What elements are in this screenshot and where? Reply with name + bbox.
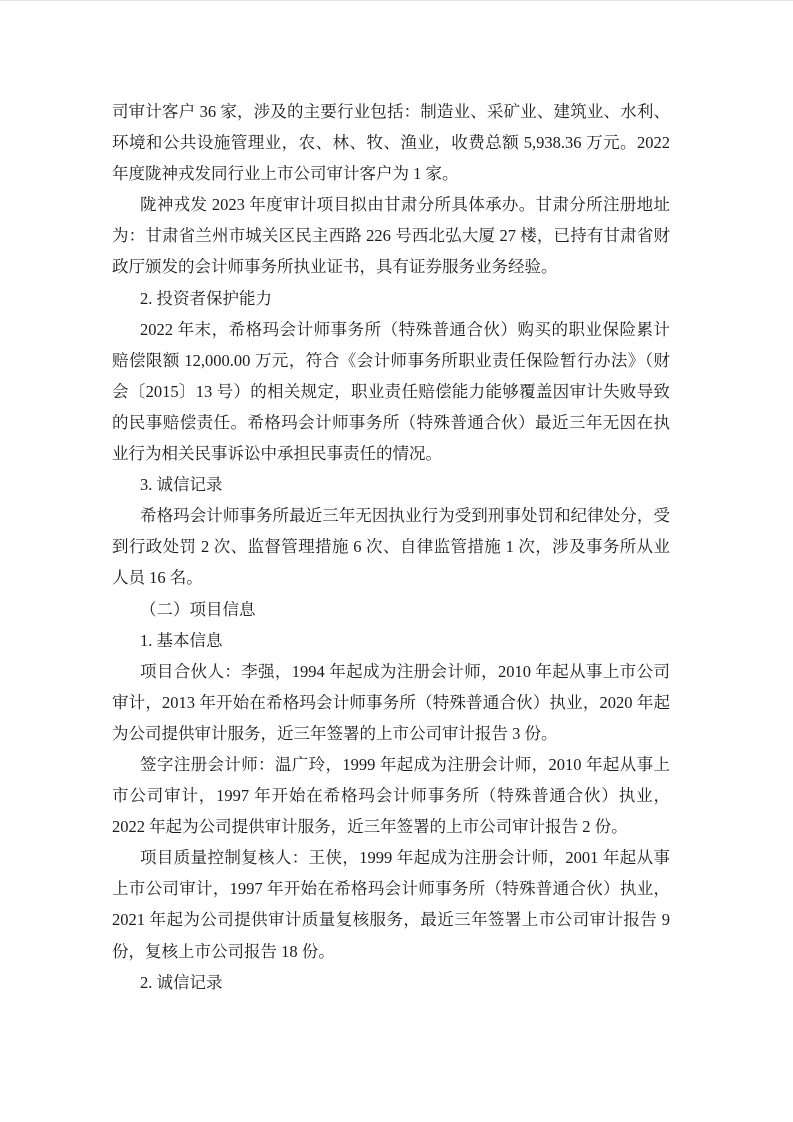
subheading-integrity-record-project: 2. 诚信记录 [140,972,223,992]
document-body [112,96,670,998]
section-heading-project-info: （二）项目信息 [140,599,256,619]
paragraph-project-partner: 项目合伙人：李强，1994 年起成为注册会计师，2010 年起从事上市公司审计，2013 年开始在希格玛会计师事务所（特殊普通合伙）执业，2020 年起为公司提供审计服务，近三年签署的上市公司审计报告 3 份。 [112,661,670,743]
subheading-basic-info: 1. 基本信息 [140,630,223,650]
paragraph-penalties: 希格玛会计师事务所最近三年无因执业行为受到刑事处罚和纪律处分，受到行政处罚 2 次、监督管理措施 6 次、自律监管措施 1 次，涉及事务所从业人员 16 名。 [112,506,670,588]
paragraph-audit-clients: 司审计客户 36 家，涉及的主要行业包括：制造业、采矿业、建筑业、水利、环境和公共设施管理业，农、林、牧、渔业，收费总额 5,938.36 万元。2022 年度陇神戎发同行业上市公司审计客户为 1 家。 [112,102,670,184]
subheading-integrity-record-firm: 3. 诚信记录 [140,475,223,495]
paragraph-signing-cpa: 签字注册会计师：温广玲，1999 年起成为注册会计师，2010 年起从事上市公司审计，1997 年开始在希格玛会计师事务所（特殊普通合伙）执业，2022 年起为公司提供审计服务，近三年签署的上市公司审计报告 2 份。 [112,754,670,837]
paragraph-gansu-branch: 陇神戎发 2023 年度审计项目拟由甘肃分所具体承办。甘肃分所注册地址为：甘肃省兰州市城关区民主西路 226 号西北弘大厦 27 楼，已持有甘肃省财政厅颁发的会计师事务所执业证书，具有证券服务业务经验。 [112,195,670,277]
paragraph-insurance: 2022 年末，希格玛会计师事务所（特殊普通合伙）购买的职业保险累计赔偿限额 12,000.00 万元，符合《会计师事务所职业责任保险暂行办法》（财会〔2015〕13 号）的相关规定，职业责任赔偿能力能够覆盖因审计失败导致的民事赔偿责任。希格玛会计师事务所（特殊普通合伙）最近三年无因在执业行为相关民事诉讼中承担民事责任的情况。 [112,319,670,464]
paragraph-quality-reviewer: 项目质量控制复核人：王侠，1999 年起成为注册会计师，2001 年起从事上市公司审计，1997 年开始在希格玛会计师事务所（特殊普通合伙）执业，2021 年起为公司提供审计质量复核服务，最近三年签署上市公司审计报告 9 份，复核上市公司报告 18 份。 [112,848,670,961]
subheading-investor-protection: 2. 投资者保护能力 [140,288,272,308]
